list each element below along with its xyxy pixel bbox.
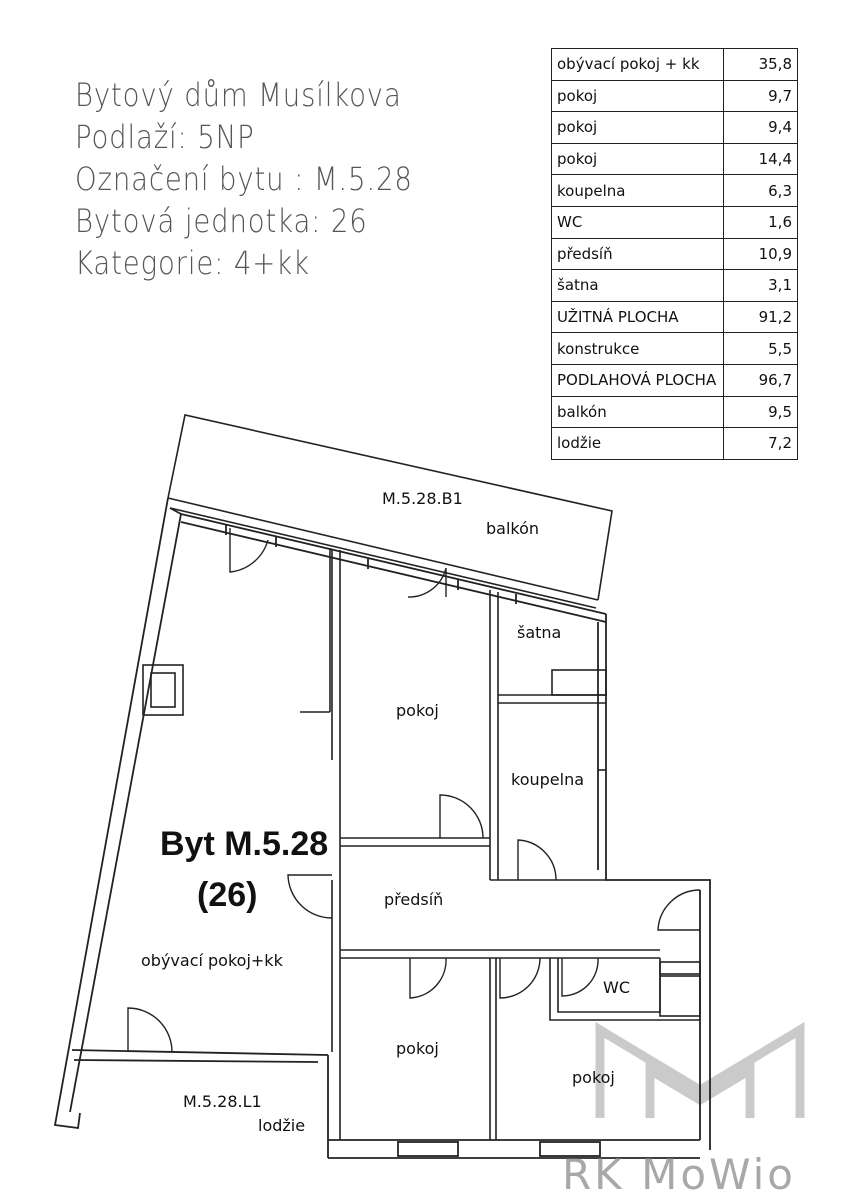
unit-number: Bytová jednotka: 26 (75, 202, 368, 240)
unit-number-label: (26) (197, 876, 258, 914)
area-value: 9,4 (724, 112, 798, 144)
area-name: lodžie (552, 428, 724, 460)
pokoj-right-label: pokoj (572, 1068, 615, 1087)
living-room-label: obývací pokoj+kk (141, 951, 283, 970)
building-name: Bytový dům Musílkova (75, 76, 402, 114)
area-value: 9,7 (724, 80, 798, 112)
unit-title: Byt M.5.28 (160, 825, 329, 863)
area-name: UŽITNÁ PLOCHA (552, 301, 724, 333)
area-name: WC (552, 206, 724, 238)
balcony (168, 415, 612, 608)
area-value: 6,3 (724, 175, 798, 207)
area-name: PODLAHOVÁ PLOCHA (552, 364, 724, 396)
floor-level: Podlaží: 5NP (75, 118, 255, 156)
unit-category: Kategorie: 4+kk (75, 244, 310, 282)
doors (128, 528, 700, 1052)
exterior-walls (55, 498, 710, 1158)
satna-label: šatna (517, 623, 562, 642)
area-name: konstrukce (552, 333, 724, 365)
door-swing (562, 958, 598, 996)
area-value: 9,5 (724, 396, 798, 428)
balcony-label: balkón (486, 519, 540, 538)
watermark-text: RK MoWio (562, 1150, 796, 1199)
door-swing (518, 840, 556, 880)
area-name: koupelna (552, 175, 724, 207)
area-value: 1,6 (724, 206, 798, 238)
pokoj-top-label: pokoj (396, 701, 439, 720)
balcony-code: M.5.28.B1 (382, 489, 463, 508)
area-name: balkón (552, 396, 724, 428)
door-swing (128, 1008, 172, 1052)
door-swing (288, 875, 332, 918)
area-value: 10,9 (724, 238, 798, 270)
area-name: pokoj (552, 112, 724, 144)
door-swing (410, 958, 446, 998)
koupelna-label: koupelna (511, 770, 585, 789)
area-value: 5,5 (724, 333, 798, 365)
area-name: předsíň (552, 238, 724, 270)
area-value: 3,1 (724, 270, 798, 302)
door-swing (440, 795, 483, 838)
loggia-code: M.5.28.L1 (183, 1092, 262, 1111)
area-name: pokoj (552, 143, 724, 175)
area-name: obývací pokoj + kk (552, 49, 724, 81)
area-value: 7,2 (724, 428, 798, 460)
area-name: pokoj (552, 80, 724, 112)
area-value: 91,2 (724, 301, 798, 333)
area-value: 14,4 (724, 143, 798, 175)
predsin-label: předsíň (384, 890, 444, 909)
door-swing (500, 958, 540, 998)
area-value: 96,7 (724, 364, 798, 396)
unit-designation: Označení bytu : M.5.28 (75, 160, 413, 198)
area-value: 35,8 (724, 49, 798, 81)
pokoj-bottom-label: pokoj (396, 1039, 439, 1058)
area-name: šatna (552, 270, 724, 302)
door-swing (658, 890, 700, 930)
loggia-label: lodžie (258, 1116, 306, 1135)
wc-label: WC (603, 978, 630, 997)
